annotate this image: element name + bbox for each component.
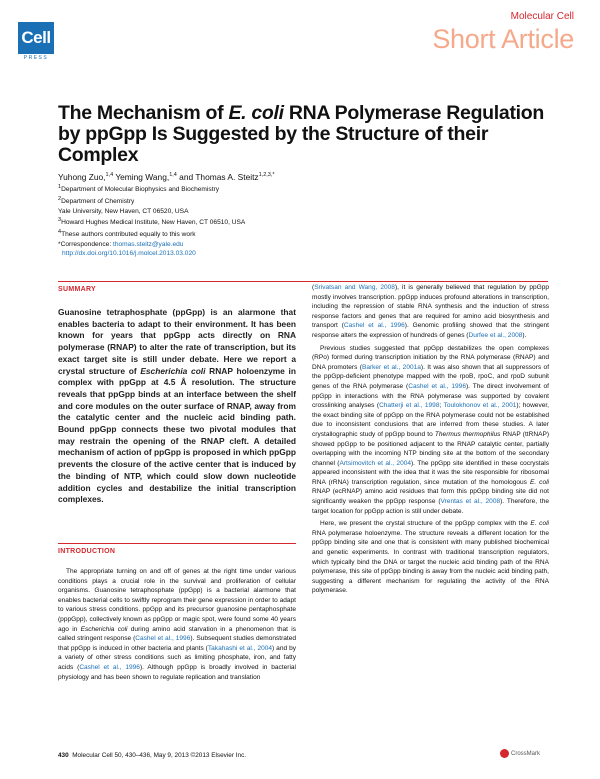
- reference-link[interactable]: Cashel et al., 1996: [408, 382, 466, 390]
- reference-link[interactable]: Toulokhonov et al., 2001: [443, 402, 517, 410]
- article-type: Short Article: [432, 24, 574, 54]
- cell-press-subtext: PRESS: [23, 55, 49, 61]
- reference-link[interactable]: Takahashi et al., 2004: [207, 644, 273, 652]
- reference-link[interactable]: Cashel et al., 1996: [343, 322, 405, 330]
- reference-link[interactable]: Durfee et al., 2008: [468, 331, 523, 339]
- crossmark-badge[interactable]: CrossMark: [500, 749, 540, 758]
- reference-link[interactable]: Cashel et al., 1996: [135, 635, 191, 643]
- doi-link[interactable]: http://dx.doi.org/10.1016/j.molcel.2013.03.020: [62, 250, 196, 258]
- authors: Yuhong Zuo,$^{1,4}$ Yeming Wang,$^{1,4}$ and Thomas A. Steitz$^{1,2,3,*}$: [58, 172, 275, 182]
- reference-link[interactable]: Cashel et al., 1996: [79, 663, 140, 671]
- reference-link[interactable]: Vrentas et al., 2008: [440, 498, 501, 506]
- summary-text: Guanosine tetraphosphate (ppGpp) is an alarmone that enables bacteria to adapt to their environment. It has been known for years that ppGpp acts directly on RNA polymerase (RNAP) to alter the rate of transcription, but its exact target site is still under debate. Here we report a crystal structure of Escherichia coli RNAP holoenzyme in complex with ppGpp at 4.5 Å resolution. The structure reveals that ppGpp binds at an interface between the shelf and core modules on the outer surface of RNAP, away from the catalytic center and the nucleic acid binding path. Bound ppGpp connects these two pivotal modules that may restrain the opening of the RNAP cleft. A detailed mechanism of action of ppGpp is proposed in which ppGpp prevents the closure of the active center that is induced by the binding of NTP, which could slow down nucleotide addition cycles and destabilize the initial transcription complexes.: [58, 307, 296, 505]
- introduction-heading: INTRODUCTION: [58, 548, 116, 555]
- affiliations: $^1$Department of Molecular Biophysics and Biochemistry $^2$Department of Chemistry Yale University, New Haven, CT 06520, USA $^3$Howard Hughes Medical Institute, New Haven, CT 06510, USA $^4$These authors contributed equally to this work *Correspondence: thomas.steitz@yale.edu http://dx.doi.org/10.1016/j.molcel.2013.03.020: [58, 184, 246, 258]
- reference-link[interactable]: Chatterji et al., 1998: [379, 402, 440, 410]
- divider: [58, 543, 296, 544]
- right-column-text: (Srivatsan and Wang, 2008), it is generally believed that regulation by ppGpp mostly involves transcription. ppGpp induces profound alterations in transcription, including the repression of stable RNA synthesis and the induction of stress response factors and genes that are required for amino acid biosynthesis and transport (Cashel et al., 1996). Genomic profiling showed that the stringent response alters the expression of hundreds of genes (Durfee et al., 2008). Previous studies suggested that ppGpp destabilizes the open complexes (RPo) formed during transcription initiation by the RNA polymerase (RNAP) and DNA promoters (Barker et al., 2001a). It was also shown that all suppressors of the ppGpp-deficient phenotype mapped with the rpoB, rpoC, and rpoD subunit genes of the RNA polymerase (Cashel et al., 1996). The direct involvement of ppGpp in interactions with the RNA polymerase was supported by covalent crosslinking analyses (Chatterji et al., 1998; Toulokhonov et al., 2001); however, the exact binding site of ppGpp on the RNA polymerase could not be established due to inconsistent conclusions that are inferred from these studies. A later crystallographic study of ppGpp bound to Thermus thermophilus RNAP (ttRNAP) showed ppGpp to be positioned adjacent to the RNAP catalytic center, partially overlapping with the incoming NTP binding site at the bottom of the secondary channel (Artsimovitch et al., 2004). The ppGpp site identified in these cocrystals appeared inconsistent with the idea that it was the site responsible for ribosomal RNA (rRNA) transcription regulation, since mutation of the homologous E. coli RNAP (ecRNAP) amino acid residues that form this ppGpp binding site did not significantly weaken the ppGpp response (Vrentas et al., 2008). Therefore, the target location for ppGpp action is still under debate. Here, we present the crystal structure of the ppGpp complex with the E. coli RNA polymerase holoenzyme. The structure reveals a different location for the ppGpp binding site and one that is consistent with many published biochemical and genetic experiments. In contrast with traditional transcription regulators, which typically bind the DNA or target the nucleic acid binding path of the RNA polymerase, this site of ppGpp binding is away from the nucleic acid binding path, suggesting a different mechanism for regulating the activity of the RNA polymerase.: [312, 284, 550, 595]
- cell-press-logo: Cell: [18, 22, 54, 54]
- reference-link[interactable]: Srivatsan and Wang, 2008: [314, 284, 395, 291]
- page-footer: 430 Molecular Cell 50, 430–436, May 9, 2013 ©2013 Elsevier Inc.: [58, 752, 247, 759]
- correspondence-email-link[interactable]: thomas.steitz@yale.edu: [112, 240, 184, 248]
- reference-link[interactable]: Artsimovitch et al., 2004: [339, 459, 411, 467]
- page-title: The Mechanism of E. coli RNA Polymerase Regulation by ppGpp Is Suggested by the Structure of their Complex: [58, 102, 544, 166]
- reference-link[interactable]: Barker et al., 2001a: [361, 363, 421, 371]
- divider: [58, 281, 548, 282]
- introduction-text: The appropriate turning on and off of genes at the right time under various conditions plays a crucial role in the survival and proliferation of cellular organisms. Guanosine tetraphosphate (ppGpp) is a bacterial alarmone that enables bacterial cells to swiftly reprogram their gene expression in order to adapt to various stress conditions. ppGpp and its precursor guanosine pentaphosphate (pppGpp), collectively known as ppGpp or magic spot, were found some 40 years ago in Escherichia coli during amino acid starvation in a phenomenon that is called stringent response (Cashel et al., 1996). Subsequent studies demonstrated that ppGpp is induced in other bacteria and plants (Takahashi et al., 2004) and by a variety of other stress conditions such as limiting phosphate, iron, and fatty acids (Cashel et al., 1996). Although ppGpp is broadly involved in bacterial physiology and has been shown to regulate replication and translation: [58, 568, 296, 681]
- summary-heading: SUMMARY: [58, 286, 97, 293]
- crossmark-icon: [500, 749, 509, 758]
- journal-name: Molecular Cell: [510, 11, 574, 22]
